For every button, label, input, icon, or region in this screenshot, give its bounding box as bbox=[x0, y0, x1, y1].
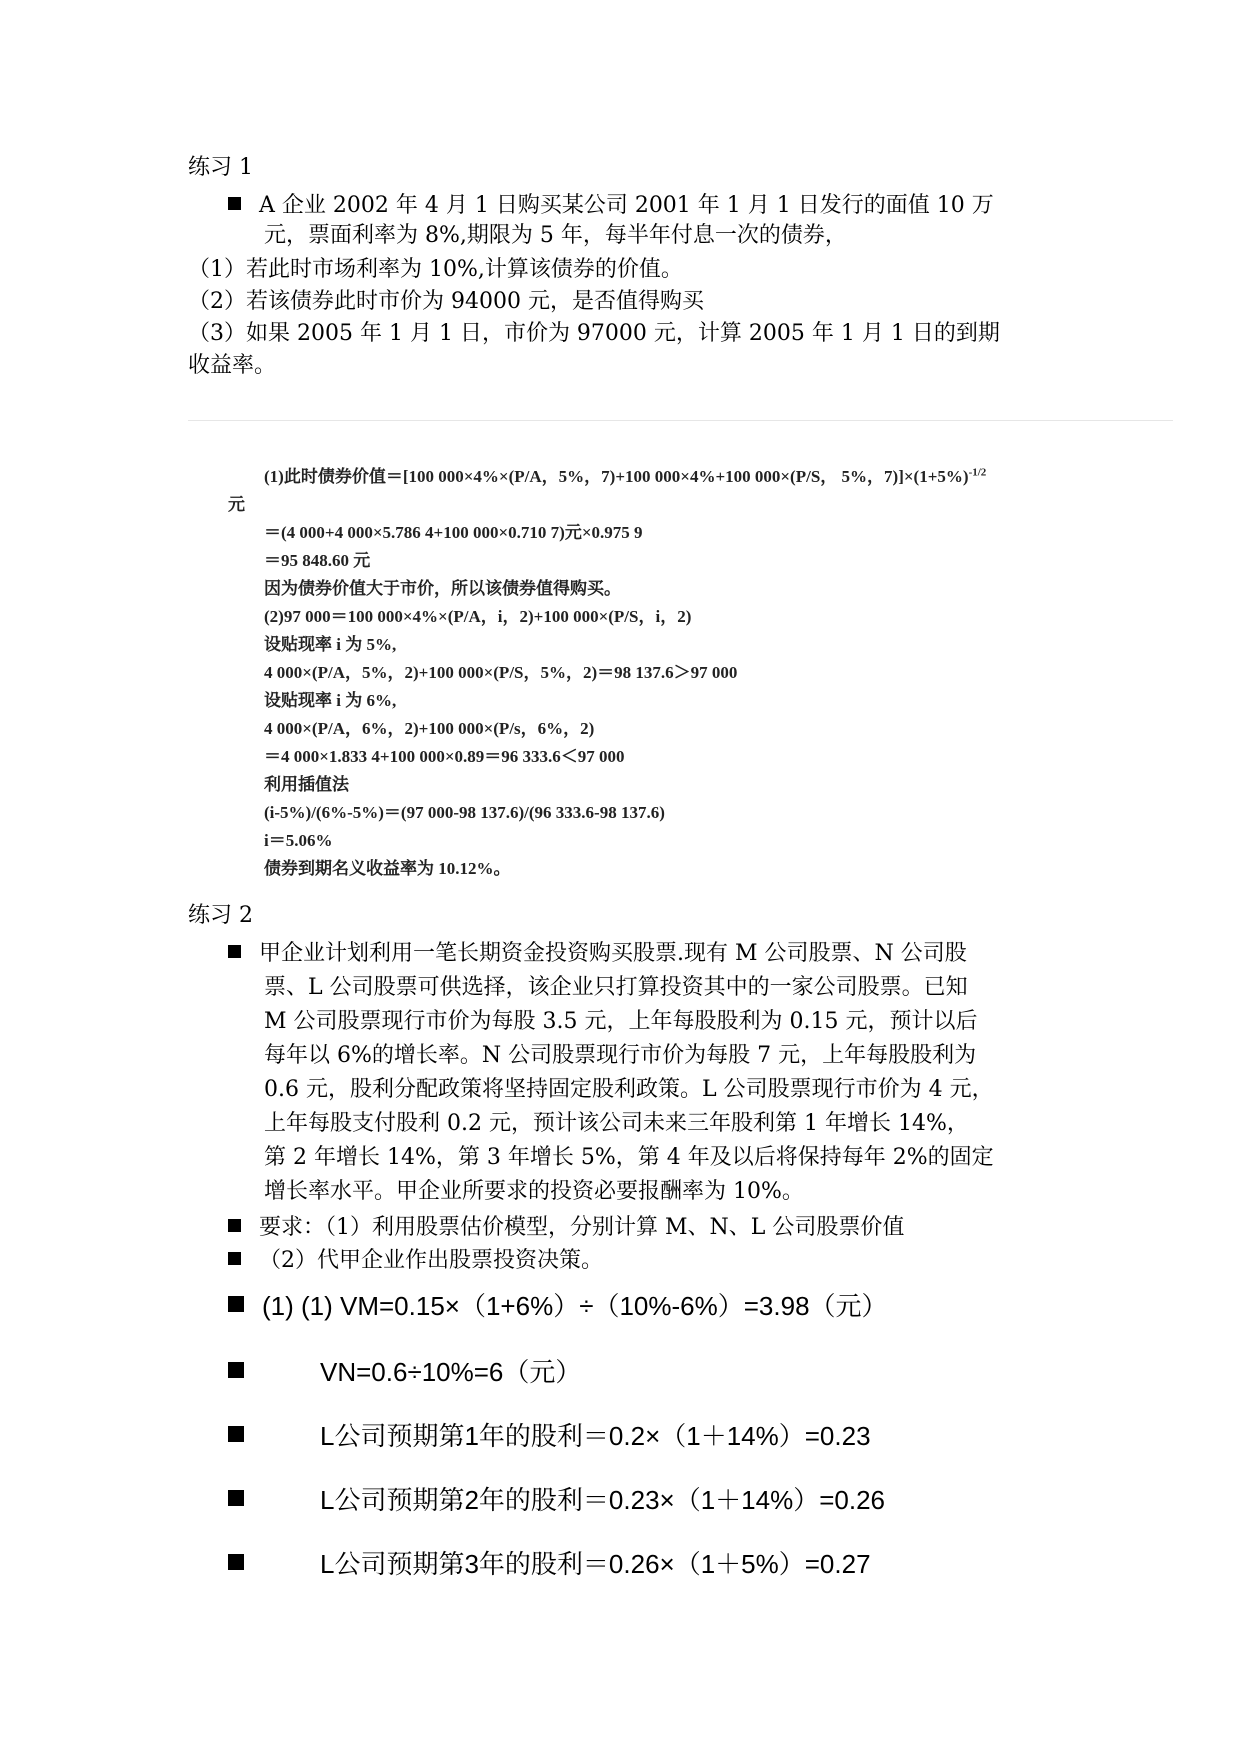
solution-1-line-9: 4 000×(P/A，6%，2)+100 000×(P/s，6%，2) bbox=[264, 719, 595, 738]
square-bullet-icon bbox=[228, 1296, 244, 1312]
square-bullet-icon bbox=[228, 1554, 244, 1570]
exercise-1-bullet-line-1: A 企业 2002 年 4 月 1 日购买某公司 2001 年 1 月 1 日发行的面值 10 万 bbox=[259, 193, 994, 218]
square-bullet-icon bbox=[228, 1426, 244, 1442]
exercise-2-title: 练习 2 bbox=[188, 903, 253, 928]
exercise-2-bullet bbox=[228, 936, 967, 967]
solution-1-line-3: ＝95 848.60 元 bbox=[264, 551, 371, 570]
exercise-2-para-line-6: 上年每股支付股利 0.2 元，预计该公司未来三年股利第 1 年增长 14%， bbox=[264, 1111, 969, 1136]
exercise-1-title: 练习 1 bbox=[188, 155, 253, 180]
answer-row-5 bbox=[228, 1528, 1228, 1588]
solution-1-line-14: 债券到期名义收益率为 10.12%。 bbox=[264, 859, 511, 878]
exercise-1-bullet bbox=[228, 188, 994, 219]
answer-l-year-1: L公司预期第1年的股利＝0.2×（1＋14%）=0.23 bbox=[320, 1421, 871, 1451]
answer-row-2 bbox=[228, 1336, 1228, 1396]
exercise-2-para-line-7: 第 2 年增长 14%，第 3 年增长 5%，第 4 年及以后将保持每年 2%的固定 bbox=[264, 1145, 994, 1170]
exercise-1-question-2: （2）若该债券此时市价为 94000 元，是否值得购买 bbox=[188, 289, 704, 314]
exercise-2-para-line-5: 0.6 元，股利分配政策将坚持固定股利政策。L 公司股票现行市价为 4 元， bbox=[264, 1077, 994, 1102]
square-bullet-icon bbox=[228, 1490, 244, 1506]
square-bullet-icon bbox=[228, 197, 241, 210]
solution-1-line-11: 利用插值法 bbox=[264, 775, 349, 794]
solution-1-line-5: (2)97 000＝100 000×4%×(P/A，i，2)+100 000×(P/S，i，2) bbox=[264, 607, 692, 626]
square-bullet-icon bbox=[228, 1362, 244, 1378]
answer-l-year-2: L公司预期第2年的股利＝0.23×（1＋14%）=0.26 bbox=[320, 1485, 885, 1515]
answer-row-4 bbox=[228, 1464, 1228, 1524]
solution-1-line-7: 4 000×(P/A，5%，2)+100 000×(P/S，5%，2)＝98 137.6＞97 000 bbox=[264, 663, 738, 682]
answer-l-year-3: L公司预期第3年的股利＝0.26×（1＋5%）=0.27 bbox=[320, 1549, 871, 1579]
exercise-1-question-1: （1）若此时市场利率为 10%,计算该债券的价值。 bbox=[188, 257, 683, 282]
solution-1-line-2: ＝(4 000+4 000×5.786 4+100 000×0.710 7)元×0.975 9 bbox=[264, 523, 643, 542]
solution-1-line-12: (i-5%)/(6%-5%)＝(97 000-98 137.6)/(96 333.6-98 137.6) bbox=[264, 803, 665, 822]
square-bullet-icon bbox=[228, 1219, 241, 1232]
exercise-1-question-3-line-1: （3）如果 2005 年 1 月 1 日，市价为 97000 元，计算 2005 年 1 月 1 日的到期 bbox=[188, 321, 1000, 346]
exercise-2-para-line-3: M 公司股票现行市价为每股 3.5 元，上年每股股利为 0.15 元，预计以后 bbox=[264, 1009, 978, 1034]
solution-1-line-1: (1)此时债券价值＝[100 000×4%×(P/A，5%，7)+100 000×4%+100 000×(P/S， 5%，$7)]\times(1+5\%)^{-1/2}$ bbox=[264, 466, 987, 486]
exercise-2-requirement-2: （2）代甲企业作出股票投资决策。 bbox=[228, 1243, 603, 1274]
answer-vm: (1) (1) VM=0.15×（1+6%）÷（10%-6%）=3.98（元） bbox=[262, 1291, 888, 1321]
solution-1-line-4: 因为债券价值大于市价，所以该债券值得购买。 bbox=[264, 579, 621, 598]
exercise-2-para-line-4: 每年以 6%的增长率。N 公司股票现行市价为每股 7 元，上年每股股利为 bbox=[264, 1043, 977, 1068]
square-bullet-icon bbox=[228, 945, 241, 958]
exercise-2-para-line-1: 甲企业计划利用一笔长期资金投资购买股票.现有 M 公司股票、N 公司股 bbox=[259, 941, 967, 966]
answer-vn: VN=0.6÷10%=6（元） bbox=[320, 1357, 582, 1387]
answer-row-3 bbox=[228, 1400, 1228, 1460]
solution-1-line-1-unit: 元 bbox=[228, 495, 245, 514]
solution-1-line-6: 设贴现率 i 为 5%, bbox=[264, 635, 397, 654]
exercise-1-question-3-line-2: 收益率。 bbox=[188, 353, 277, 378]
section-divider bbox=[188, 420, 1173, 421]
solution-1-line-8: 设贴现率 i 为 6%, bbox=[264, 691, 397, 710]
solution-1-line-13: i＝5.06% bbox=[264, 831, 333, 850]
exercise-2-para-line-2: 票、L 公司股票可供选择，该企业只打算投资其中的一家公司股票。已知 bbox=[264, 975, 968, 1000]
square-bullet-icon bbox=[228, 1252, 241, 1265]
exercise-1-bullet-line-2: 元，票面利率为 8%,期限为 5 年，每半年付息一次的债券， bbox=[264, 223, 847, 248]
answer-row-1 bbox=[228, 1270, 1228, 1330]
exercise-2-para-line-8: 增长率水平。甲企业所要求的投资必要报酬率为 10%。 bbox=[264, 1179, 804, 1204]
solution-1-line-10: ＝4 000×1.833 4+100 000×0.89＝96 333.6＜97 000 bbox=[264, 747, 625, 766]
exercise-2-requirement-1: 要求：（1）利用股票估价模型，分别计算 M、N、L 公司股票价值 bbox=[228, 1210, 904, 1241]
